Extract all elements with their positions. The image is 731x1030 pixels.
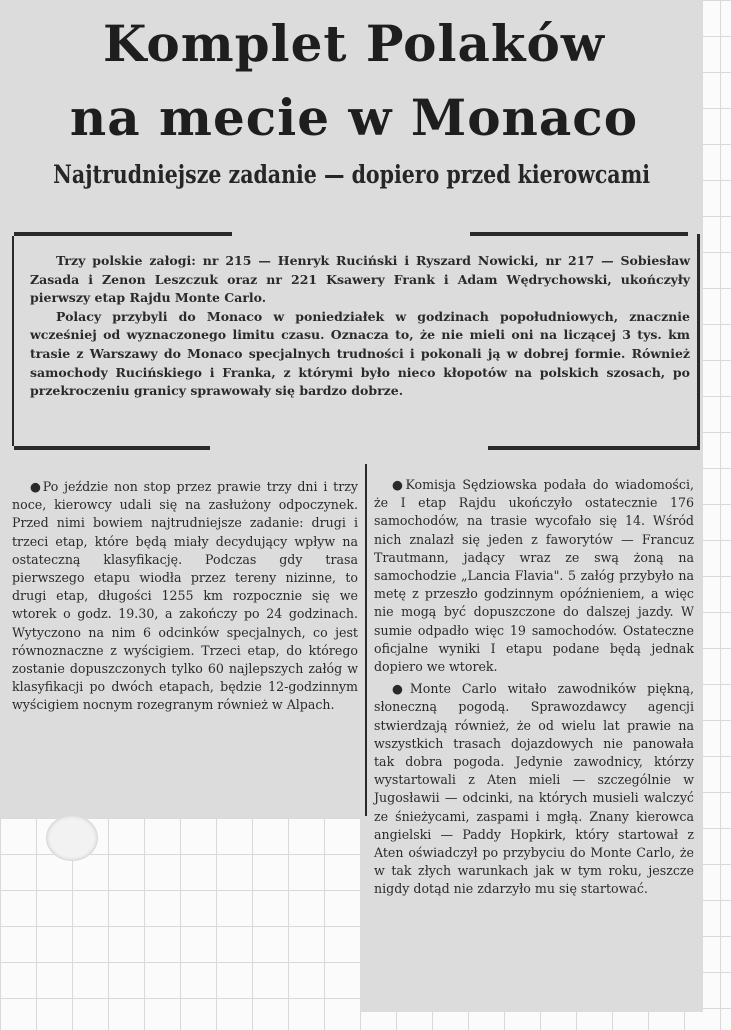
headline-line-1: Komplet Polaków	[103, 14, 605, 73]
intro-paragraph-1: Trzy polskie załogi: nr 215 — Henryk Ruciński i Ryszard Nowicki, nr 217 — Sobiesław Zasada i Zenon Leszczuk oraz nr 221 Ksawery Frank i Adam Wędrychowski, ukończyły pierwszy etap Rajdu Monte Carlo.	[30, 253, 690, 306]
headline-line-2: na mecie w Monaco	[69, 88, 639, 147]
rule-bottom-left	[14, 446, 210, 450]
punch-hole	[46, 815, 98, 861]
box-border-left	[12, 236, 14, 446]
left-paragraph-1: ● Po jeździe non stop przez prawie trzy dni i trzy noce, kierowcy udali się na zasłużony odpoczynek. Przed nimi bowiem najtrudniejsze zadanie: drugi i trzeci etap, które będą miały decydujący wpływ na ostateczną klasyfikację. Podczas gdy trasa pierwszego etapu wiodła przez tereny nizinne, to drugi etap, długości 1255 km rozpocznie się we wtorek o godz. 19.30, a zakończy po 24 godzinach. Wytyczono na nim 6 odcinków specjalnych, co jest równoznaczne z wyścigiem. Trzeci etap, do którego zostanie dopuszczonych tylko 60 najlepszych załóg w klasyfikacji po dwóch etapach, będzie 12-godzinnym wyścigiem nocnym rozegranym również w Alpach.	[12, 478, 358, 715]
column-divider	[365, 464, 367, 816]
right-paragraph-2: ● Monte Carlo witało zawodników piękną, słoneczną pogodą. Sprawozdawcy agencji stwierdzają również, że od wielu lat prawie na wszystkich trasach dojazdowych nie panowała tak dobra pogoda. Jedynie zawodnicy, którzy wystartowali z Aten mieli — szczególnie w Jugosławii — odcinki, na których musieli walczyć ze śnieżycami, zaspami i mgłą. Znany kierowca angielski — Paddy Hopkirk, który startował z Aten oświadczył po przybyciu do Monte Carlo, że w tak złych warunkach jak w tym roku, jeszcze nigdy dotąd nie zdarzyło mu się startować.	[374, 680, 694, 898]
subheadline: Najtrudniejsze zadanie — dopiero przed kierowcami	[53, 160, 651, 189]
box-border-right	[697, 234, 700, 448]
intro-box	[30, 252, 690, 401]
right-column	[374, 476, 694, 903]
left-column	[12, 478, 358, 719]
right-paragraph-1: ● Komisja Sędziowska podała do wiadomości, że I etap Rajdu ukończyło ostatecznie 176 samochodów, na trasie wycofało się 14. Wśród nich znalazł się jeden z faworytów — Francuz Trautmann, jadący wraz ze swą żoną na samochodzie „Lancia Flavia". 5 załóg przybyło na metę z przeszło godzinnym opóźnieniem, a więc nie mogą być dopuszczone do dalszej jazdy. W sumie odpadło więc 19 samochodów. Ostateczne oficjalne wyniki I etapu podane będą jednak dopiero we wtorek.	[374, 476, 694, 676]
rule-top-right	[470, 232, 688, 236]
rule-top-left	[14, 232, 232, 236]
rule-bottom-right	[488, 446, 700, 450]
intro-paragraph-2: Polacy przybyli do Monaco w poniedziałek w godzinach popołudniowych, znacznie wcześniej od wyznaczonego limitu czasu. Oznacza to, że nie mieli oni na liczącej 3 tys. km trasie z Warszawy do Monaco specjalnych trudności i pokonali ją w dobrej formie. Również samochody Rucińskiego i Franka, z którymi było nieco kłopotów na polskich szosach, po przekroczeniu granicy sprawowały się bardzo dobrze.	[30, 308, 690, 399]
